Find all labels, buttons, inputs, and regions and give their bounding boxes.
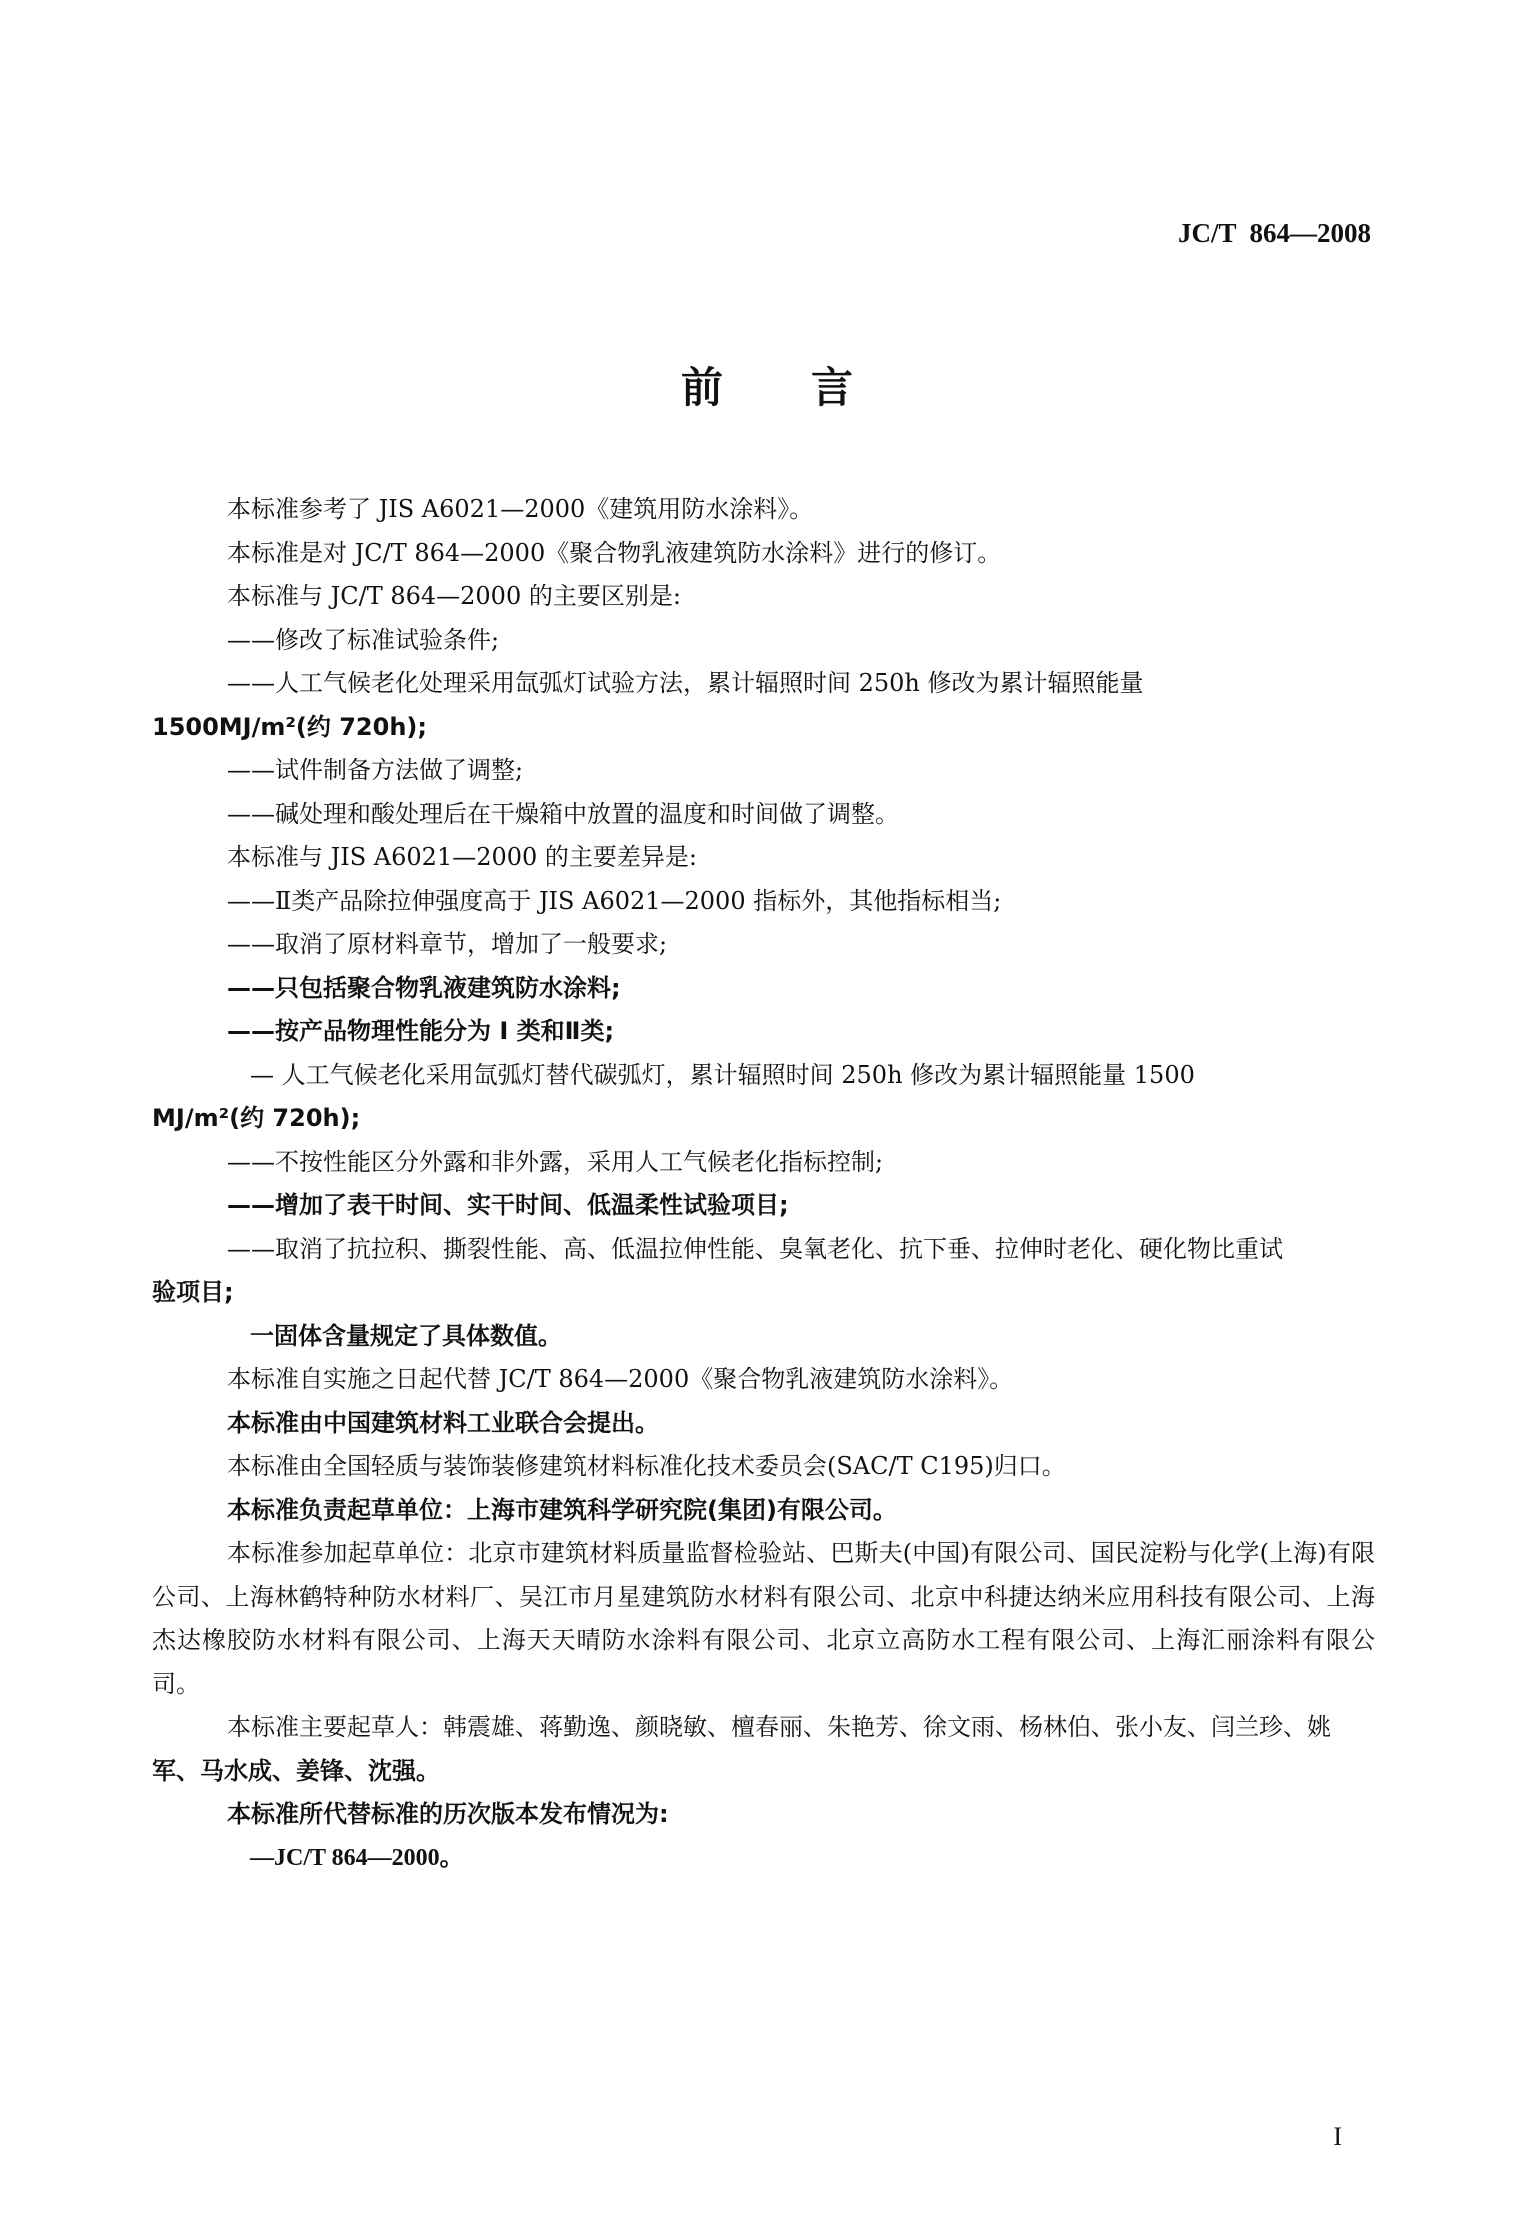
list-item-continuation: 1500MJ/m²(约 720h); (152, 712, 427, 741)
list-item: ——试件制备方法做了调整; (227, 756, 524, 784)
paragraph: 本标准与 JIS A6021—2000 的主要差异是: (227, 843, 698, 871)
list-item: 一固体含量规定了具体数值。 (250, 1321, 562, 1350)
preface-body (152, 488, 1375, 1880)
list-item-continuation: 验项目; (152, 1278, 234, 1306)
list-item: ——只包括聚合物乳液建筑防水涂料; (227, 973, 621, 1002)
list-item: —JC/T 864—2000。 (250, 1844, 464, 1871)
list-item: ——碱处理和酸处理后在干燥箱中放置的温度和时间做了调整。 (227, 799, 899, 828)
paragraph: 本标准与 JC/T 864—2000 的主要区别是: (227, 582, 681, 610)
paragraph: 本标准自实施之日起代替 JC/T 864—2000《聚合物乳液建筑防水涂料》。 (227, 1365, 1014, 1393)
paragraph: 本标准由中国建筑材料工业联合会提出。 (227, 1408, 659, 1437)
page-title: 前言 (680, 363, 941, 412)
list-item: ——取消了抗拉积、撕裂性能、高、低温拉伸性能、臭氧老化、抗下垂、拉伸时老化、硬化物比重试 (227, 1234, 1283, 1263)
paragraph: 本标准由全国轻质与装饰装修建筑材料标准化技术委员会(SAC/T C195)归口。 (227, 1452, 1066, 1480)
list-item: ——按产品物理性能分为 I 类和Ⅱ类; (227, 1017, 615, 1045)
paragraph-continuation: 军、马水成、姜锋、沈强。 (152, 1756, 440, 1785)
list-item-continuation: MJ/m²(约 720h); (152, 1104, 361, 1132)
list-item: ——不按性能区分外露和非外露，采用人工气候老化指标控制; (227, 1147, 884, 1176)
list-item: — 人工气候老化采用氙弧灯替代碳弧灯，累计辐照时间 250h 修改为累计辐照能量 1500 (250, 1060, 1195, 1089)
standard-code: JC/T 864—2008 (1177, 218, 1371, 248)
paragraph: 本标准所代替标准的历次版本发布情况为: (227, 1800, 669, 1828)
paragraph: 本标准参加起草单位：北京市建筑材料质量监督检验站、巴斯夫(中国)有限公司、国民淀粉与化学(上海)有限公司、上海林鹤特种防水材料厂、吴江市月星建筑防水材料有限公司、北京中科捷达纳米应用科技有限公司、上海杰达橡胶防水材料有限公司、上海天天晴防水涂料有限公司、北京立高防水工程有限公司、上海汇丽涂料有限公司。 (152, 1539, 1375, 1698)
paragraph: 本标准主要起草人：韩震雄、蒋勤逸、颜晓敏、檀春丽、朱艳芳、徐文雨、杨林伯、张小友、闫兰珍、姚 (227, 1713, 1331, 1741)
paragraph: 本标准负责起草单位：上海市建筑科学研究院(集团)有限公司。 (227, 1495, 897, 1524)
list-item: ——人工气候老化处理采用氙弧灯试验方法，累计辐照时间 250h 修改为累计辐照能量 (227, 669, 1144, 697)
list-item: ——增加了表干时间、实干时间、低温柔性试验项目; (227, 1191, 789, 1219)
paragraph: 本标准是对 JC/T 864—2000《聚合物乳液建筑防水涂料》进行的修订。 (227, 538, 1002, 567)
list-item: ——Ⅱ类产品除拉伸强度高于 JIS A6021—2000 指标外，其他指标相当; (227, 886, 1002, 915)
list-item: ——取消了原材料章节，增加了一般要求; (227, 930, 668, 958)
page-number: I (1333, 2122, 1342, 2151)
list-item: ——修改了标准试验条件; (227, 625, 500, 654)
paragraph: 本标准参考了 JIS A6021—2000《建筑用防水涂料》。 (227, 495, 814, 523)
